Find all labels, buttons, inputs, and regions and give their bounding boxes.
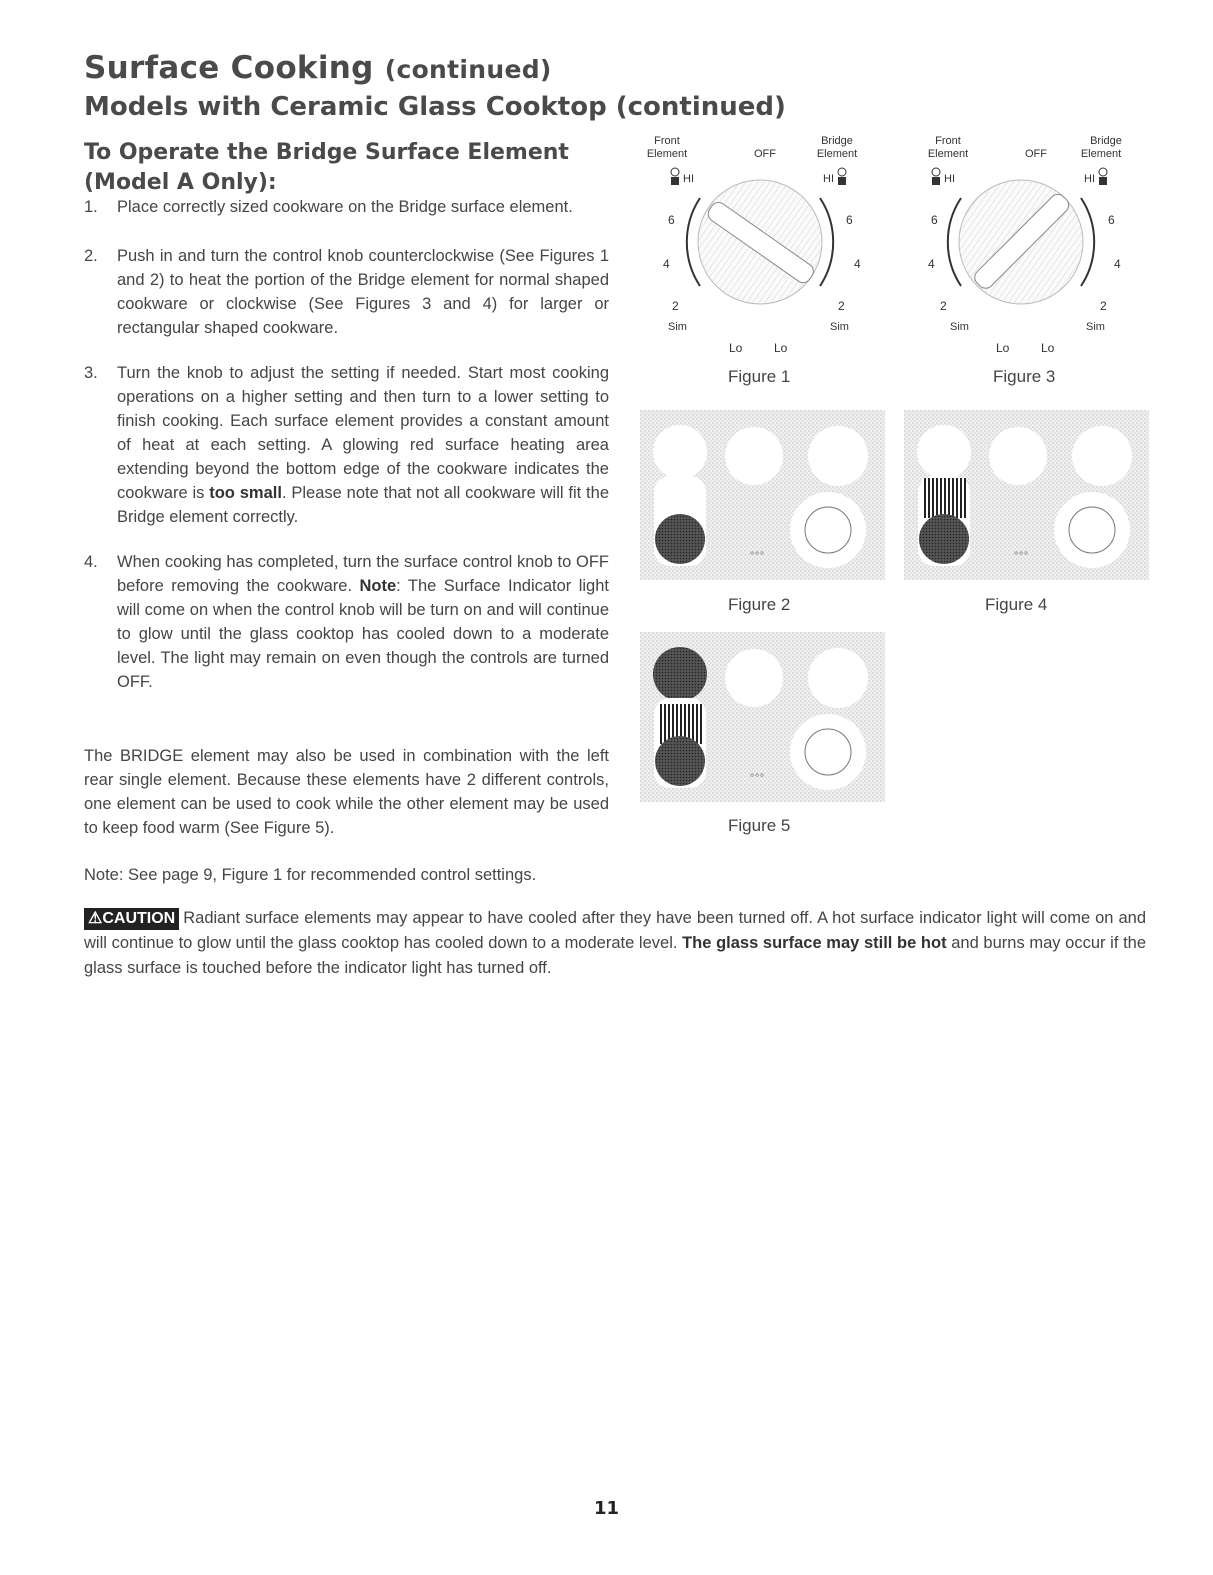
- bridge-element-active: [922, 478, 966, 518]
- burner-icon: [671, 168, 679, 185]
- caution-block: [84, 906, 1146, 981]
- indicator-icon: °°°: [749, 551, 765, 562]
- burner-left-rear-active: [653, 647, 707, 701]
- dial-label-lo: Lo: [996, 341, 1010, 355]
- step-emphasis: Note: [359, 577, 397, 595]
- step-emphasis: too small: [209, 484, 282, 502]
- dial-label-6: 6: [668, 213, 675, 227]
- dial-label-4: 4: [1114, 257, 1121, 271]
- caution-emphasis: The glass surface may still be hot: [682, 934, 947, 952]
- dial-label-6: 6: [1108, 213, 1115, 227]
- burner-left-rear: [917, 425, 971, 479]
- dial-label-element: Element: [1080, 148, 1122, 160]
- settings-note: Note: See page 9, Figure 1 for recommended control settings.: [84, 866, 537, 884]
- bridge-combination-paragraph: The BRIDGE element may also be used in combination with the left rear single element. Because these elements have 2 different controls, one element can be used to cook while the other element may be used to keep food warm (See Figure 5).: [84, 747, 609, 837]
- step-item: [84, 244, 609, 340]
- dial-label-sim: Sim: [830, 321, 849, 333]
- dial-label-element: Element: [927, 148, 969, 160]
- figure-3-caption: Figure 3: [993, 367, 1056, 386]
- dial-label-bridge: Bridge: [1090, 135, 1122, 147]
- section-heading: [84, 138, 569, 198]
- page-title-main: Surface Cooking: [84, 50, 374, 86]
- bridge-front-element-active: [655, 514, 705, 564]
- dial-label-2: 2: [1100, 299, 1107, 313]
- figure-4-cooktop: [904, 410, 1149, 580]
- dial-label-sim: Sim: [950, 321, 969, 333]
- dial-label-hi: HI: [1084, 173, 1095, 185]
- step-text: Place correctly sized cookware on the Bridge surface element.: [117, 198, 573, 216]
- figure-1-caption: Figure 1: [728, 367, 791, 386]
- caution-text: and burns may occur if the glass surface is touched before the indicator light has turned off.: [84, 934, 1147, 977]
- dial-label-element: Element: [646, 148, 688, 160]
- dial-label-lo: Lo: [774, 341, 788, 355]
- bridge-front-element-active: [655, 736, 705, 786]
- step-number: 1.: [84, 198, 98, 216]
- figure-1-dial: [640, 132, 880, 362]
- page-title-continued: (continued): [384, 55, 552, 84]
- section-heading-line1: To Operate the Bridge Surface Element: [84, 140, 569, 165]
- caution-label: CAUTION: [102, 910, 176, 927]
- dial-label-off: OFF: [1025, 148, 1047, 160]
- dial-label-4: 4: [928, 257, 935, 271]
- dial-label-bridge: Bridge: [821, 135, 853, 147]
- step-item: [84, 361, 609, 529]
- burner-icon: [932, 168, 940, 185]
- step-item: [84, 195, 609, 219]
- dial-label-front: Front: [654, 135, 680, 147]
- step-text: . Please note that not all cookware will fit the Bridge element correctly.: [117, 484, 609, 526]
- burner-icon: [1099, 168, 1107, 185]
- step-number: 4.: [84, 553, 98, 571]
- dial-label-2: 2: [838, 299, 845, 313]
- caution-badge: [84, 908, 179, 930]
- figure-3-dial: [926, 132, 1166, 362]
- indicator-icon: °°°: [1013, 551, 1029, 562]
- step-number: 2.: [84, 247, 98, 265]
- figure-2-cooktop: [640, 410, 885, 580]
- dial-label-hi: HI: [944, 173, 955, 185]
- burner-center-rear: [725, 427, 783, 485]
- figure-5-caption: Figure 5: [728, 816, 791, 835]
- dial-label-6: 6: [931, 213, 938, 227]
- burner-right-front: [1054, 492, 1130, 568]
- dial-label-4: 4: [854, 257, 861, 271]
- indicator-icon: °°°: [749, 773, 765, 784]
- section-heading-line2: (Model A Only):: [84, 170, 277, 195]
- burner-right-rear: [1072, 426, 1132, 486]
- figure-2-caption: Figure 2: [728, 595, 791, 614]
- burner-center-rear: [725, 649, 783, 707]
- step-number: 3.: [84, 364, 98, 382]
- dial-label-6: 6: [846, 213, 853, 227]
- step-text: When cooking has completed, turn the surface control knob to OFF before removing the cookware.: [117, 553, 609, 595]
- dial-label-lo: Lo: [729, 341, 743, 355]
- dial-label-sim: Sim: [668, 321, 687, 333]
- burner-right-front: [790, 714, 866, 790]
- dial-label-lo: Lo: [1041, 341, 1055, 355]
- dial-label-hi: HI: [683, 173, 694, 185]
- caution-text: Radiant surface elements may appear to have cooled after they have been turned off. A hot surface indicator light will come on and will continue to glow until the glass cooktop has cooled down to a moderate level.: [84, 909, 1146, 952]
- dial-label-off: OFF: [754, 148, 776, 160]
- page-subtitle: Models with Ceramic Glass Cooktop (continued): [84, 92, 786, 122]
- page-title: [84, 50, 552, 86]
- burner-right-rear: [808, 426, 868, 486]
- step-text: Turn the knob to adjust the setting if needed. Start most cooking operations on a higher setting and then turn to a lower setting to finish cooking. Each surface element provides a constant amount of heat at each setting. A glowing red surface heating area extending beyond the bottom edge of the cookware indicates the cookware is: [117, 364, 609, 502]
- instruction-steps: [84, 195, 609, 715]
- dial-label-hi: HI: [823, 173, 834, 185]
- warning-icon: ⚠: [88, 910, 103, 927]
- burner-icon: [838, 168, 846, 185]
- burner-right-rear: [808, 648, 868, 708]
- dial-label-2: 2: [672, 299, 679, 313]
- bridge-front-element-active: [919, 514, 969, 564]
- burner-right-front: [790, 492, 866, 568]
- step-text: : The Surface Indicator light will come on when the control knob will be turn on and will continue to glow until the glass cooktop has cooled down to a moderate level. The light may remain on even though the controls are turned OFF.: [117, 577, 609, 691]
- dial-label-4: 4: [663, 257, 670, 271]
- page-number: 11: [593, 1498, 620, 1519]
- dial-label-sim: Sim: [1086, 321, 1105, 333]
- burner-center-rear: [989, 427, 1047, 485]
- step-item: [84, 550, 609, 694]
- step-text: Push in and turn the control knob counterclockwise (See Figures 1 and 2) to heat the portion of the Bridge element for normal shaped cookware or clockwise (See Figures 3 and 4) for larger or rectangular shaped cookware.: [117, 247, 609, 337]
- dial-label-2: 2: [940, 299, 947, 313]
- dial-label-element: Element: [816, 148, 858, 160]
- burner-left-rear: [653, 425, 707, 479]
- figure-4-caption: Figure 4: [985, 595, 1048, 614]
- figure-5-cooktop: [640, 632, 885, 802]
- dial-label-front: Front: [935, 135, 961, 147]
